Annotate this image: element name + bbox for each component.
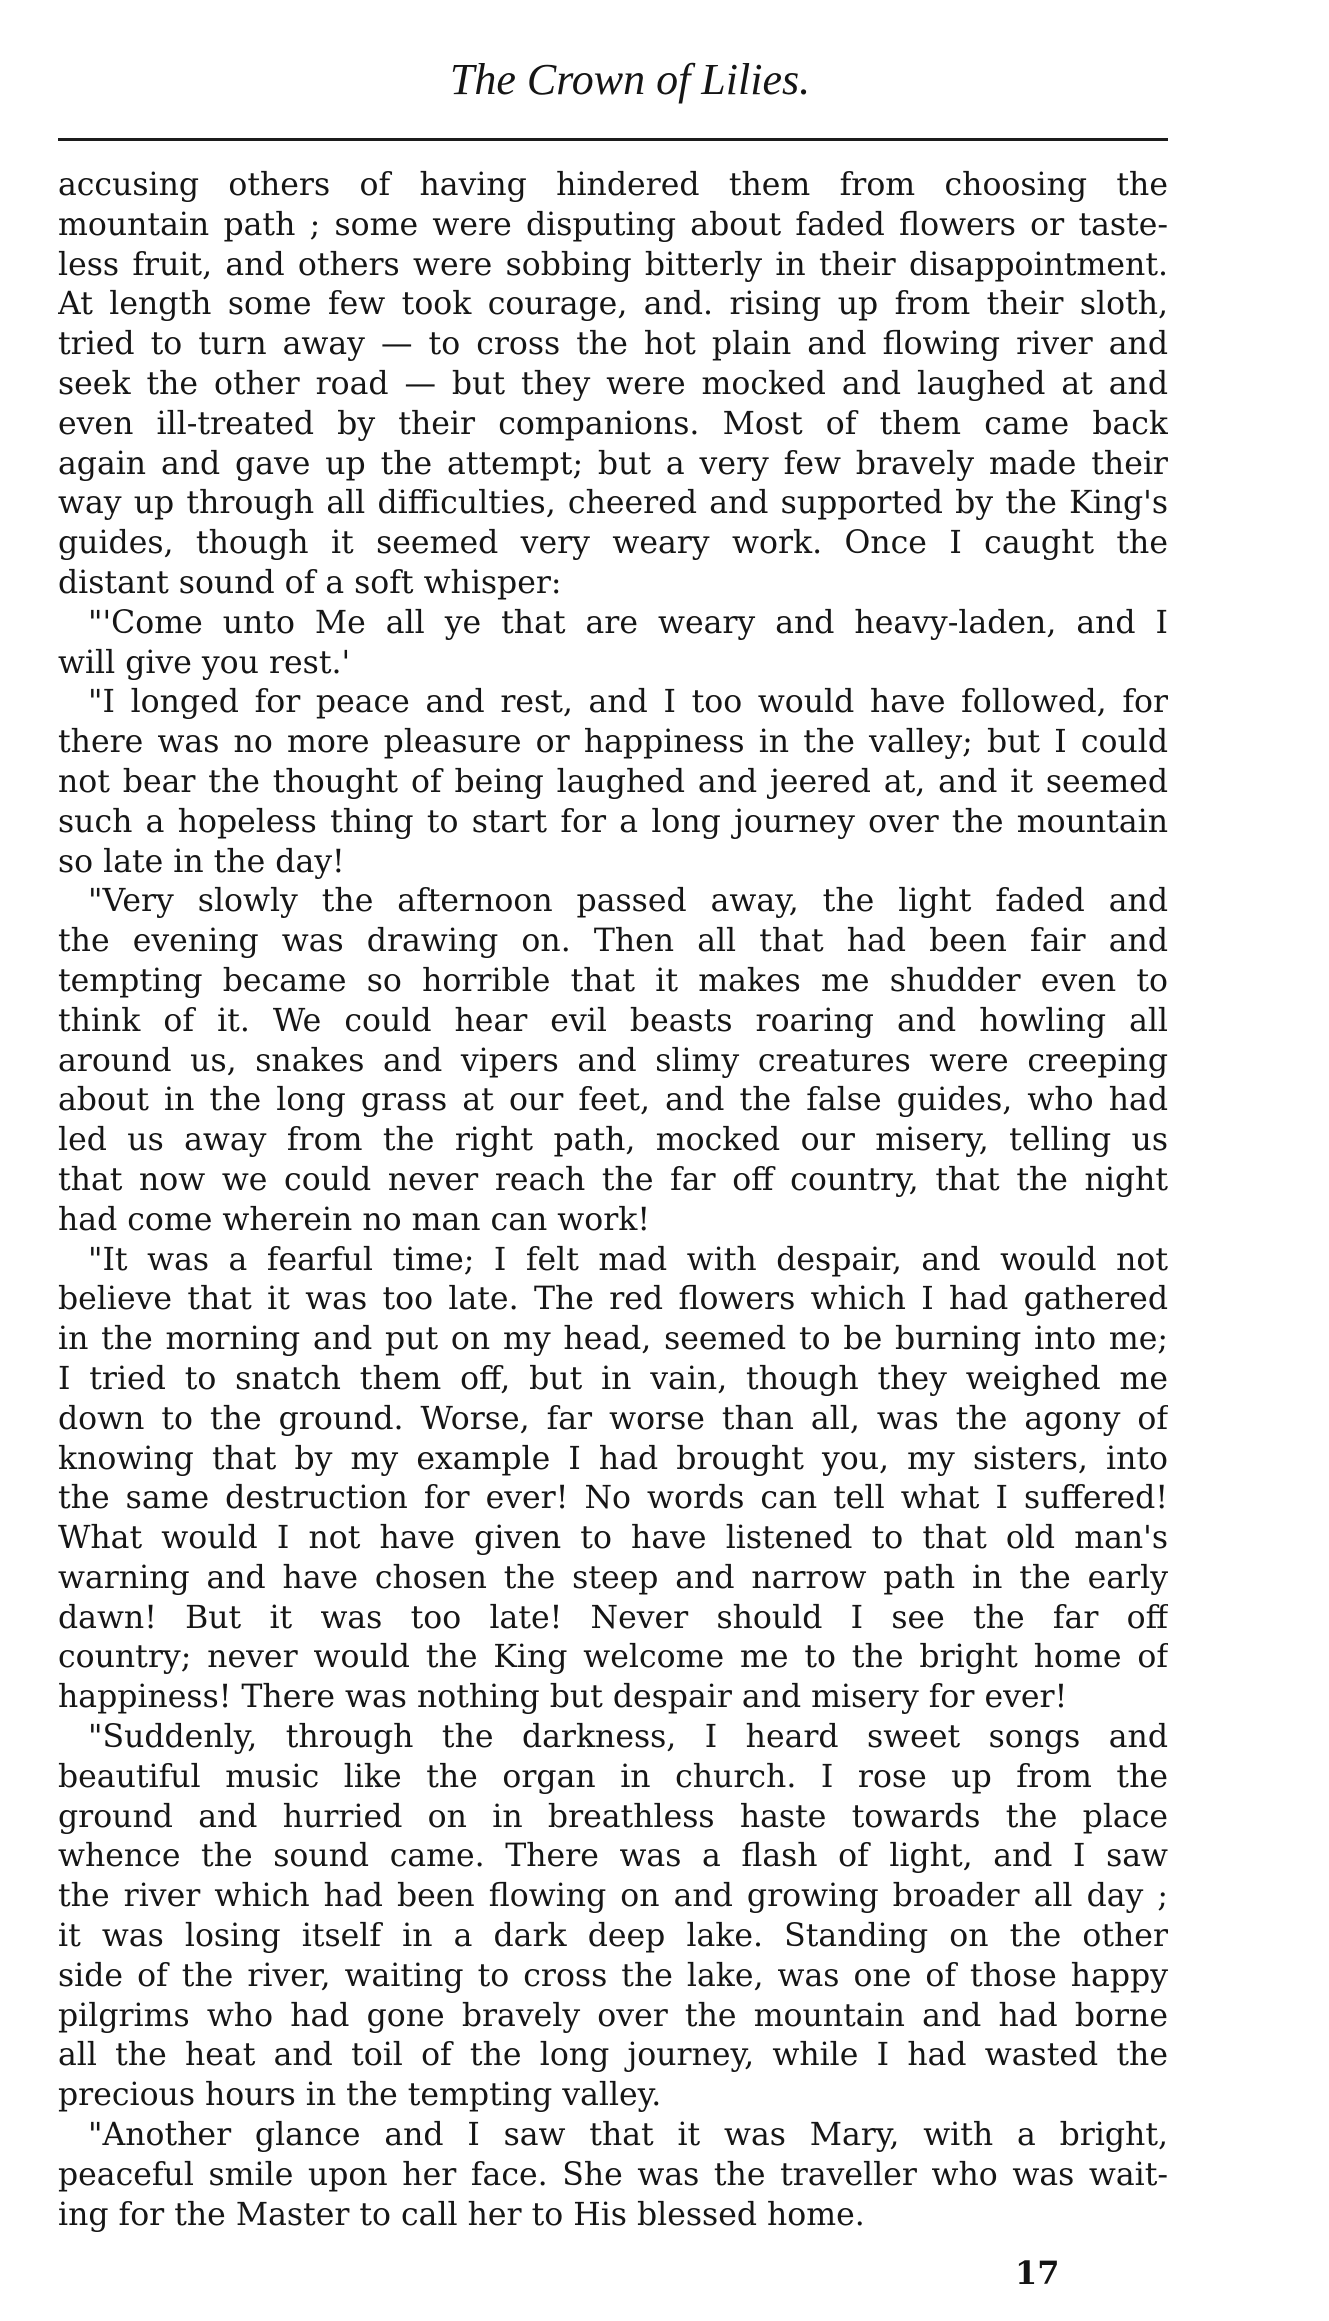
text-line: country; never would the King welcome me to the bright home of [58,1639,1168,1676]
text-line: around us, snakes and vipers and slimy creatures were creeping [58,1042,1168,1079]
text-line: mountain path ; some were disputing about faded flowers or taste- [58,206,1168,243]
page-number: 17 [1015,2254,1060,2292]
text-line: that now we could never reach the far off country, that the night [58,1161,1168,1198]
text-line: distant sound of a soft whisper: [58,564,562,601]
text-line: it was losing itself in a dark deep lake. Standing on the other [58,1918,1168,1955]
text-line: had come wherein no man can work! [58,1201,651,1238]
text-line: the river which had been flowing on and growing broader all day ; [58,1878,1168,1915]
text-line: there was no more pleasure or happiness in the valley; but I could [58,724,1168,761]
text-line: seek the other road — but they were mocked and laughed at and [58,365,1168,402]
text-line: "'Come unto Me all ye that are weary and heavy-laden, and I [88,604,1168,641]
text-line: the same destruction for ever! No words can tell what I suffered! [58,1480,1168,1517]
text-line: ground and hurried on in breathless haste towards the place [58,1798,1168,1835]
text-line: in the morning and put on my head, seemed to be burning into me; [58,1321,1168,1358]
text-line: accusing others of having hindered them from choosing the [58,167,1168,203]
text-line: precious hours in the tempting valley. [58,2077,662,2114]
text-line: I tried to snatch them off, but in vain, though they weighed me [58,1360,1168,1397]
text-line: beautiful music like the organ in church. I rose up from the [58,1758,1168,1795]
text-line: "Very slowly the afternoon passed away, the light faded and [88,883,1168,920]
text-line: happiness! There was nothing but despair and misery for ever! [58,1679,1068,1716]
text-line: less fruit, and others were sobbing bitterly in their disappointment. [58,246,1168,283]
text-line: will give you rest.' [58,644,351,681]
text-line: all the heat and toil of the long journey, while I had wasted the [58,2037,1168,2074]
text-line: way up through all difficulties, cheered and supported by the King's [58,485,1168,522]
text-line: "Suddenly, through the darkness, I heard sweet songs and [88,1719,1168,1756]
text-line: At length some few took courage, and. rising up from their sloth, [58,286,1168,323]
text-line: guides, though it seemed very weary work. Once I caught the [58,525,1168,562]
text-line: such a hopeless thing to start for a long journey over the mountain [58,803,1168,840]
text-line: "Another glance and I saw that it was Mary, with a bright, [88,2117,1168,2154]
text-line: even ill-treated by their companions. Most of them came back [58,405,1168,442]
text-line: peaceful smile upon her face. She was the traveller who was wait- [58,2156,1168,2193]
text-line: What would I not have given to have listened to that old man's [58,1520,1168,1557]
text-line: knowing that by my example I had brought you, my sisters, into [58,1440,1168,1477]
text-line: the evening was drawing on. Then all that had been fair and [58,923,1168,960]
text-line: pilgrims who had gone bravely over the mountain and had borne [58,1997,1168,2034]
text-line: dawn! But it was too late! Never should I see the far off [58,1599,1168,1636]
text-line: again and gave up the attempt; but a very few bravely made their [58,445,1168,482]
text-line: ing for the Master to call her to His blessed home. [58,2196,865,2233]
header-rule [58,138,1168,141]
text-line: led us away from the right path, mocked our misery, telling us [58,1122,1168,1159]
text-line: believe that it was too late. The red flowers which I had gathered [58,1281,1168,1318]
text-line: think of it. We could hear evil beasts roaring and howling all [58,1002,1168,1039]
text-line: "I longed for peace and rest, and I too would have followed, for [88,684,1168,721]
text-line: "It was a fearful time; I felt mad with despair, and would not [88,1241,1168,1278]
body-text [58,166,1168,2235]
text-line: whence the sound came. There was a flash of light, and I saw [58,1838,1168,1875]
text-line: so late in the day! [58,843,345,880]
text-line: about in the long grass at our feet, and the false guides, who had [58,1082,1168,1119]
text-line: down to the ground. Worse, far worse than all, was the agony of [58,1400,1168,1437]
text-line: tried to turn away — to cross the hot plain and flowing river and [58,326,1168,363]
running-head: The Crown of Lilies. [449,55,811,104]
text-line: side of the river, waiting to cross the lake, was one of those happy [58,1957,1168,1994]
text-line: not bear the thought of being laughed and jeered at, and it seemed [58,763,1168,800]
text-line: tempting became so horrible that it makes me shudder even to [58,962,1168,999]
text-line: warning and have chosen the steep and narrow path in the early [58,1559,1168,1596]
